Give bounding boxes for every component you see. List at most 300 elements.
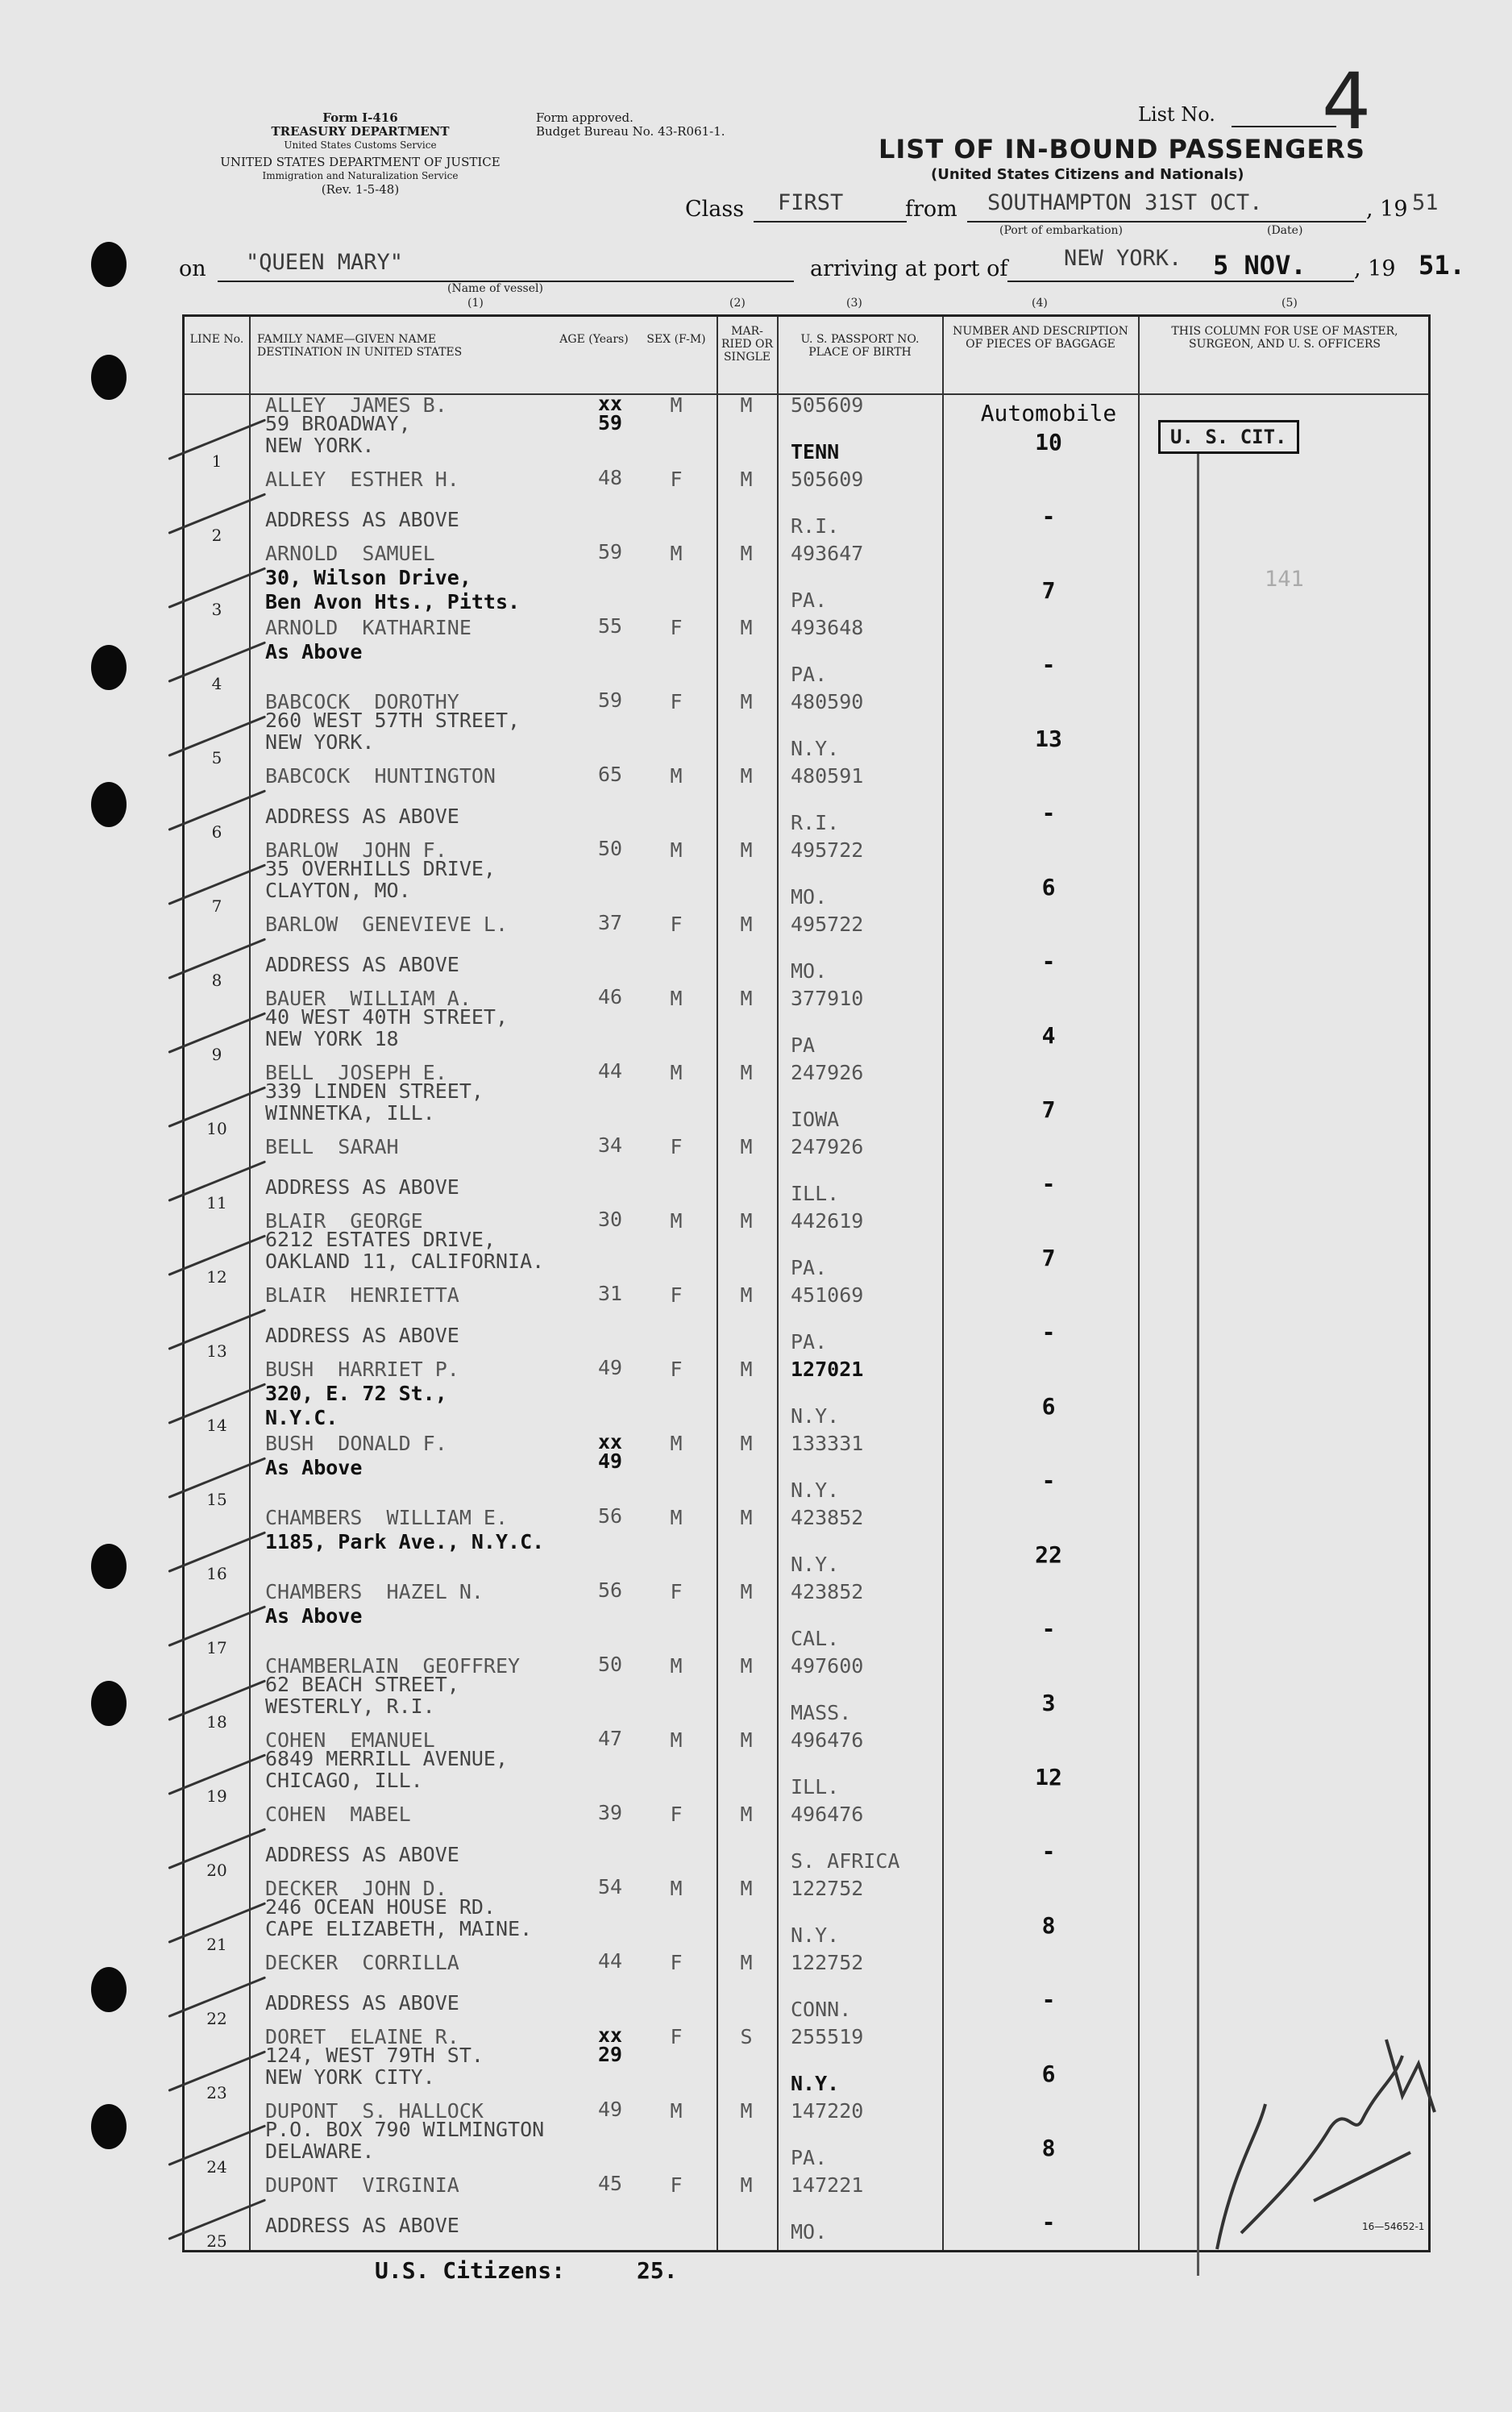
- budget-bureau: Budget Bureau No. 43-R061-1.: [536, 124, 725, 139]
- place-of-birth: PA.: [791, 588, 828, 612]
- destination-address: ADDRESS AS ABOVE: [265, 1991, 459, 2015]
- destination-address: As Above: [265, 1604, 363, 1628]
- passenger-name: BUSH HARRIET P.: [265, 1358, 459, 1381]
- table-row: [185, 763, 1433, 842]
- line-number: 18: [206, 1712, 227, 1732]
- line-number: 13: [206, 1341, 227, 1361]
- sex-value: F: [670, 1580, 683, 1603]
- marital-status: M: [740, 1654, 753, 1678]
- form-approved: Form approved.: [536, 110, 633, 125]
- age-strike-mark: xx: [597, 2023, 623, 2047]
- age-value: 56: [597, 1504, 623, 1528]
- caption-col-5: (5): [1281, 297, 1298, 310]
- line-number: 10: [206, 1119, 227, 1138]
- from-value: SOUTHAMPTON 31ST OCT.: [987, 190, 1263, 215]
- line-number: 2: [211, 526, 222, 545]
- passport-number: 377910: [791, 987, 864, 1010]
- year-prefix-2: , 19: [1354, 256, 1396, 281]
- marital-status: M: [740, 468, 753, 491]
- age-value: 50: [597, 1653, 623, 1676]
- page-title: LIST OF IN-BOUND PASSENGERS: [879, 134, 1365, 164]
- place-of-birth: TENN: [791, 440, 840, 464]
- age-value: 34: [597, 1133, 623, 1157]
- baggage-count: -: [1041, 1319, 1056, 1345]
- marital-status: M: [740, 1209, 753, 1233]
- table-row: [185, 1727, 1433, 1806]
- sex-value: M: [670, 393, 683, 417]
- destination-address: 339 LINDEN STREET, WINNETKA, ILL.: [265, 1079, 484, 1125]
- line-number: 11: [206, 1193, 227, 1212]
- baggage-count: 7: [1041, 577, 1056, 604]
- baggage-count: -: [1041, 2209, 1056, 2235]
- port-embarkation-caption: (Port of embarkation): [999, 224, 1123, 237]
- passport-number: 247926: [791, 1135, 864, 1158]
- form-code: 16—54652-1: [1362, 2221, 1425, 2232]
- baggage-count: 8: [1041, 2135, 1056, 2161]
- marital-status: M: [740, 1728, 753, 1752]
- passenger-name: BARLOW JOHN F.: [265, 838, 447, 862]
- baggage-count: 3: [1041, 1690, 1056, 1716]
- line-number: 25: [206, 2231, 227, 2251]
- marital-status: S: [740, 2025, 753, 2048]
- marital-status: M: [740, 1358, 753, 1381]
- table-row: [185, 688, 1433, 767]
- us-citizen-stamp: U. S. CIT.: [1158, 420, 1299, 454]
- col-head-line-no: LINE No.: [189, 333, 244, 346]
- sex-value: M: [670, 838, 683, 862]
- sex-value: F: [670, 1951, 683, 1974]
- line-number: 7: [211, 896, 222, 916]
- passenger-name: CHAMBERS WILLIAM E.: [265, 1506, 509, 1529]
- arrival-underline: [1007, 281, 1354, 282]
- place-of-birth: MO.: [791, 959, 828, 983]
- binder-hole: [91, 242, 127, 287]
- citizens-count: 25.: [637, 2257, 678, 2284]
- table-row: [185, 837, 1433, 916]
- col-head-sex: SEX (F-M): [646, 333, 706, 346]
- passenger-name: COHEN MABEL: [265, 1803, 411, 1826]
- sex-value: M: [670, 1654, 683, 1678]
- passport-number: 442619: [791, 1209, 864, 1233]
- age-value: 29: [597, 2043, 623, 2066]
- marital-status: M: [740, 1877, 753, 1900]
- passport-number: 133331: [791, 1432, 864, 1455]
- age-value: 65: [597, 763, 623, 786]
- line-number: 1: [211, 451, 222, 471]
- passenger-name: ARNOLD KATHARINE: [265, 616, 471, 639]
- passenger-name: BLAIR HENRIETTA: [265, 1283, 459, 1307]
- officer-signature: [1193, 2007, 1459, 2273]
- passenger-name: BELL JOSEPH E.: [265, 1061, 447, 1084]
- passport-number: 247926: [791, 1061, 864, 1084]
- marital-status: M: [740, 987, 753, 1010]
- line-number: 4: [211, 674, 222, 693]
- line-number: 17: [206, 1638, 227, 1657]
- marital-status: M: [740, 1135, 753, 1158]
- place-of-birth: MO.: [791, 2220, 828, 2244]
- line-number: 6: [211, 822, 222, 842]
- passport-number: 255519: [791, 2025, 864, 2048]
- col-head-baggage: NUMBER AND DESCRIPTION OF PIECES OF BAGGAGE: [953, 325, 1128, 351]
- passport-number: 495722: [791, 913, 864, 936]
- sex-value: F: [670, 1803, 683, 1826]
- passenger-name: BABCOCK HUNTINGTON: [265, 764, 496, 788]
- passport-number: 493648: [791, 616, 864, 639]
- line-number: 24: [206, 2157, 227, 2177]
- destination-address: 6212 ESTATES DRIVE, OAKLAND 11, CALIFORNIA.: [265, 1228, 545, 1273]
- place-of-birth: CONN.: [791, 1998, 852, 2021]
- place-of-birth: MO.: [791, 885, 828, 909]
- age-value: 48: [597, 466, 623, 489]
- binder-hole: [91, 1967, 127, 2012]
- baggage-count: 22: [1035, 1541, 1062, 1568]
- sex-value: M: [670, 987, 683, 1010]
- col-head-passport: U. S. PASSPORT NO. PLACE OF BIRTH: [800, 333, 920, 359]
- destination-address: 35 OVERHILLS DRIVE, CLAYTON, MO.: [265, 857, 496, 902]
- passport-number: 497600: [791, 1654, 864, 1678]
- passport-number: 495722: [791, 838, 864, 862]
- arrival-date: 5 NOV.: [1213, 250, 1306, 281]
- baggage-count: 8: [1041, 1912, 1056, 1939]
- destination-address: 246 OCEAN HOUSE RD. CAPE ELIZABETH, MAINE.: [265, 1895, 533, 1940]
- marital-status: M: [740, 393, 753, 417]
- sex-value: F: [670, 690, 683, 713]
- baggage-count: 7: [1041, 1096, 1056, 1123]
- form-number: Form I-416: [322, 110, 398, 125]
- place-of-birth: PA.: [791, 1330, 828, 1354]
- sex-value: F: [670, 468, 683, 491]
- line-number: 9: [211, 1045, 222, 1064]
- passenger-name: DORET ELAINE R.: [265, 2025, 459, 2048]
- table-row: [185, 1578, 1433, 1657]
- destination-address: 62 BEACH STREET, WESTERLY, R.I.: [265, 1673, 459, 1718]
- place-of-birth: PA.: [791, 2146, 828, 2169]
- col-head-destination-text: DESTINATION IN UNITED STATES: [257, 346, 463, 359]
- passport-number: 423852: [791, 1506, 864, 1529]
- destination-address: P.O. BOX 790 WILMINGTON DELAWARE.: [265, 2118, 545, 2163]
- table-row: [185, 1875, 1433, 1954]
- passport-number: 147221: [791, 2173, 864, 2197]
- treasury-dept: TREASURY DEPARTMENT: [271, 124, 450, 139]
- sex-value: M: [670, 1877, 683, 1900]
- passenger-table: [182, 314, 1431, 2252]
- destination-address: 59 BROADWAY, NEW YORK.: [265, 412, 411, 457]
- age-value: 59: [597, 540, 623, 563]
- marital-status: M: [740, 542, 753, 565]
- sex-value: M: [670, 764, 683, 788]
- line-number: 8: [211, 971, 222, 990]
- place-of-birth: R.I.: [791, 514, 840, 538]
- sex-value: M: [670, 542, 683, 565]
- sex-value: M: [670, 1209, 683, 1233]
- place-of-birth: PA.: [791, 663, 828, 686]
- age-value: 37: [597, 911, 623, 934]
- table-row: [185, 985, 1433, 1064]
- sex-value: F: [670, 616, 683, 639]
- passenger-name: ARNOLD SAMUEL: [265, 542, 435, 565]
- caption-col-2: (2): [729, 297, 746, 310]
- passport-number: 122752: [791, 1951, 864, 1974]
- binder-hole: [91, 2104, 127, 2149]
- line-number: 20: [206, 1861, 227, 1880]
- marital-status: M: [740, 1283, 753, 1307]
- table-row: [185, 1801, 1433, 1880]
- baggage-count: 6: [1041, 1393, 1056, 1420]
- sex-value: M: [670, 1728, 683, 1752]
- class-underline: [754, 221, 907, 222]
- on-label: on: [179, 256, 206, 281]
- line-number: 16: [206, 1564, 227, 1583]
- place-of-birth: S. AFRICA: [791, 1849, 900, 1873]
- binder-hole: [91, 355, 127, 400]
- passenger-name: CHAMBERLAIN GEOFFREY: [265, 1654, 521, 1678]
- customs-service: United States Customs Service: [284, 139, 437, 151]
- age-value: 47: [597, 1727, 623, 1750]
- passenger-name: CHAMBERS HAZEL N.: [265, 1580, 484, 1603]
- passport-number: 480590: [791, 690, 864, 713]
- baggage-count: 4: [1041, 1022, 1056, 1049]
- col-head-age: AGE (Years): [559, 333, 629, 346]
- passenger-name: BELL SARAH: [265, 1135, 399, 1158]
- vessel-caption: (Name of vessel): [447, 282, 543, 295]
- marital-status: M: [740, 2099, 753, 2123]
- col-head-family-name: [257, 333, 499, 359]
- destination-address: ADDRESS AS ABOVE: [265, 2214, 459, 2237]
- age-value: 56: [597, 1578, 623, 1602]
- destination-address: As Above: [265, 640, 363, 663]
- table-row: [185, 911, 1433, 990]
- age-value: 49: [597, 2098, 623, 2121]
- passenger-name: DECKER JOHN D.: [265, 1877, 447, 1900]
- age-value: 45: [597, 2172, 623, 2195]
- destination-address: ADDRESS AS ABOVE: [265, 1324, 459, 1347]
- place-of-birth: R.I.: [791, 811, 840, 834]
- arrival-port: NEW YORK.: [1064, 246, 1182, 271]
- passport-number: 505609: [791, 468, 864, 491]
- place-of-birth: IOWA: [791, 1108, 840, 1131]
- list-no-value: 4: [1322, 56, 1372, 147]
- col-head-family-name-text: FAMILY NAME—GIVEN NAME: [257, 333, 437, 346]
- table-row: [185, 1504, 1433, 1583]
- line-number: 15: [206, 1490, 227, 1509]
- destination-address: 30, Wilson Drive, Ben Avon Hts., Pitts.: [265, 566, 521, 613]
- age-value: 59: [597, 411, 623, 435]
- place-of-birth: N.Y.: [791, 1923, 840, 1947]
- place-of-birth: N.Y.: [791, 1404, 840, 1428]
- baggage-count: -: [1041, 800, 1056, 826]
- passport-number: 451069: [791, 1283, 864, 1307]
- sex-value: M: [670, 1506, 683, 1529]
- passport-number: 122752: [791, 1877, 864, 1900]
- destination-address: 40 WEST 40TH STREET, NEW YORK 18: [265, 1005, 509, 1050]
- marital-status: M: [740, 764, 753, 788]
- approval-block: [536, 111, 725, 139]
- from-label: from: [905, 197, 957, 222]
- class-value: FIRST: [778, 190, 844, 215]
- passport-number: 493647: [791, 542, 864, 565]
- sex-value: M: [670, 1432, 683, 1455]
- destination-address: 124, WEST 79TH ST. NEW YORK CITY.: [265, 2044, 484, 2089]
- age-value: 44: [597, 1059, 623, 1083]
- form-header-block: [179, 111, 542, 197]
- line-number: 22: [206, 2009, 227, 2028]
- arriving-label: arriving at port of: [810, 256, 1008, 281]
- place-of-birth: ILL.: [791, 1182, 840, 1205]
- line-number: 12: [206, 1267, 227, 1287]
- baggage-count: 6: [1041, 874, 1056, 900]
- place-of-birth: CAL.: [791, 1627, 840, 1650]
- line-number: 23: [206, 2083, 227, 2102]
- marital-status: M: [740, 1803, 753, 1826]
- page-subtitle: (United States Citizens and Nationals): [931, 166, 1244, 183]
- marital-status: M: [740, 2173, 753, 2197]
- place-of-birth: ILL.: [791, 1775, 840, 1799]
- marital-status: M: [740, 690, 753, 713]
- list-no-label: List No.: [1138, 103, 1215, 126]
- revision: (Rev. 1-5-48): [321, 182, 400, 197]
- marital-status: M: [740, 1061, 753, 1084]
- vessel-value: "QUEEN MARY": [246, 250, 404, 275]
- table-row: [185, 466, 1433, 545]
- baggage-count: -: [1041, 1616, 1056, 1642]
- baggage-count: -: [1041, 1838, 1056, 1865]
- caption-col-1: (1): [467, 297, 484, 310]
- destination-address: 320, E. 72 St., N.Y.C.: [265, 1382, 447, 1429]
- destination-address: 6849 MERRILL AVENUE, CHICAGO, ILL.: [265, 1747, 509, 1792]
- age-value: 49: [597, 1449, 623, 1473]
- sex-value: F: [670, 2173, 683, 2197]
- baggage-count: 10: [1035, 429, 1062, 455]
- baggage-count: -: [1041, 948, 1056, 975]
- marital-status: M: [740, 616, 753, 639]
- year-value-1: 51: [1412, 190, 1439, 215]
- place-of-birth: PA: [791, 1033, 816, 1057]
- table-row: [185, 614, 1433, 693]
- binder-hole: [91, 782, 127, 827]
- passenger-name: BUSH DONALD F.: [265, 1432, 447, 1455]
- baggage-count: 12: [1035, 1764, 1062, 1790]
- table-row: [185, 540, 1433, 619]
- pencil-line: [1197, 454, 1199, 2276]
- age-value: 59: [597, 688, 623, 712]
- passenger-name: COHEN EMANUEL: [265, 1728, 435, 1752]
- sex-value: F: [670, 1283, 683, 1307]
- year-prefix-1: , 19: [1366, 197, 1408, 222]
- baggage-count: -: [1041, 1171, 1056, 1197]
- place-of-birth: N.Y.: [791, 2072, 840, 2095]
- marital-status: M: [740, 1432, 753, 1455]
- baggage-description: Automobile: [980, 400, 1117, 426]
- destination-address: 1185, Park Ave., N.Y.C.: [265, 1530, 545, 1553]
- passenger-name: DUPONT S. HALLOCK: [265, 2099, 484, 2123]
- place-of-birth: N.Y.: [791, 1478, 840, 1502]
- col-head-officers: THIS COLUMN FOR USE OF MASTER, SURGEON, AND U. S. OFFICERS: [1171, 325, 1398, 351]
- caption-col-4: (4): [1032, 297, 1048, 310]
- destination-address: ADDRESS AS ABOVE: [265, 953, 459, 976]
- from-underline: [967, 221, 1366, 222]
- destination-address: As Above: [265, 1456, 363, 1479]
- binder-hole: [91, 1544, 127, 1589]
- age-value: 50: [597, 837, 623, 860]
- passenger-name: ALLEY ESTHER H.: [265, 468, 459, 491]
- list-no-underline: [1232, 126, 1336, 127]
- age-value: 31: [597, 1282, 623, 1305]
- passenger-name: BLAIR GEORGE: [265, 1209, 423, 1233]
- age-value: 54: [597, 1875, 623, 1898]
- passport-number: 147220: [791, 2099, 864, 2123]
- baggage-count: -: [1041, 651, 1056, 678]
- age-strike-mark: xx: [597, 1430, 623, 1453]
- baggage-count: -: [1041, 1467, 1056, 1494]
- class-label: Class: [685, 197, 745, 222]
- table-row: [185, 1059, 1433, 1138]
- citizens-label: U.S. Citizens:: [375, 2257, 566, 2284]
- place-of-birth: N.Y.: [791, 1553, 840, 1576]
- date-caption: (Date): [1267, 224, 1303, 237]
- marital-status: M: [740, 913, 753, 936]
- line-number: 14: [206, 1416, 227, 1435]
- age-value: 55: [597, 614, 623, 638]
- caption-col-3: (3): [846, 297, 862, 310]
- sex-value: F: [670, 1135, 683, 1158]
- passport-number: 496476: [791, 1728, 864, 1752]
- baggage-count: 7: [1041, 1245, 1056, 1271]
- passenger-name: BAUER WILLIAM A.: [265, 987, 471, 1010]
- justice-dept: UNITED STATES DEPARTMENT OF JUSTICE: [220, 155, 501, 169]
- age-value: 49: [597, 1356, 623, 1379]
- age-strike-mark: xx: [597, 392, 623, 415]
- age-value: 30: [597, 1208, 623, 1231]
- passport-number: 423852: [791, 1580, 864, 1603]
- marital-status: M: [740, 1506, 753, 1529]
- col-head-married: MAR- RIED OR SINGLE: [721, 325, 773, 364]
- destination-address: ADDRESS AS ABOVE: [265, 1175, 459, 1199]
- sex-value: F: [670, 2025, 683, 2048]
- table-row: [185, 1653, 1433, 1732]
- marital-status: M: [740, 1580, 753, 1603]
- baggage-count: -: [1041, 503, 1056, 530]
- line-number: 5: [211, 748, 222, 767]
- passenger-name: DUPONT VIRGINIA: [265, 2173, 459, 2197]
- passport-number: 127021: [791, 1358, 864, 1381]
- destination-address: 260 WEST 57TH STREET, NEW YORK.: [265, 709, 521, 754]
- ins-service: Immigration and Naturalization Service: [262, 170, 459, 181]
- table-row: [185, 1430, 1433, 1509]
- age-value: 46: [597, 985, 623, 1008]
- sex-value: M: [670, 2099, 683, 2123]
- passenger-name: BABCOCK DOROTHY: [265, 690, 459, 713]
- passenger-name: BARLOW GENEVIEVE L.: [265, 913, 509, 936]
- passenger-name: ALLEY JAMES B.: [265, 393, 447, 417]
- baggage-count: 6: [1041, 2061, 1056, 2087]
- passport-number: 496476: [791, 1803, 864, 1826]
- table-row: [185, 1208, 1433, 1287]
- destination-address: ADDRESS AS ABOVE: [265, 1843, 459, 1866]
- marital-status: M: [740, 838, 753, 862]
- line-number: 19: [206, 1786, 227, 1806]
- line-number: 3: [211, 600, 222, 619]
- passport-number: 480591: [791, 764, 864, 788]
- age-value: 44: [597, 1949, 623, 1973]
- baggage-count: 13: [1035, 726, 1062, 752]
- passenger-name: DECKER CORRILLA: [265, 1951, 459, 1974]
- place-of-birth: PA.: [791, 1256, 828, 1279]
- place-of-birth: N.Y.: [791, 737, 840, 760]
- table-row: [185, 1133, 1433, 1212]
- age-value: 39: [597, 1801, 623, 1824]
- line-number: 21: [206, 1935, 227, 1954]
- sex-value: F: [670, 913, 683, 936]
